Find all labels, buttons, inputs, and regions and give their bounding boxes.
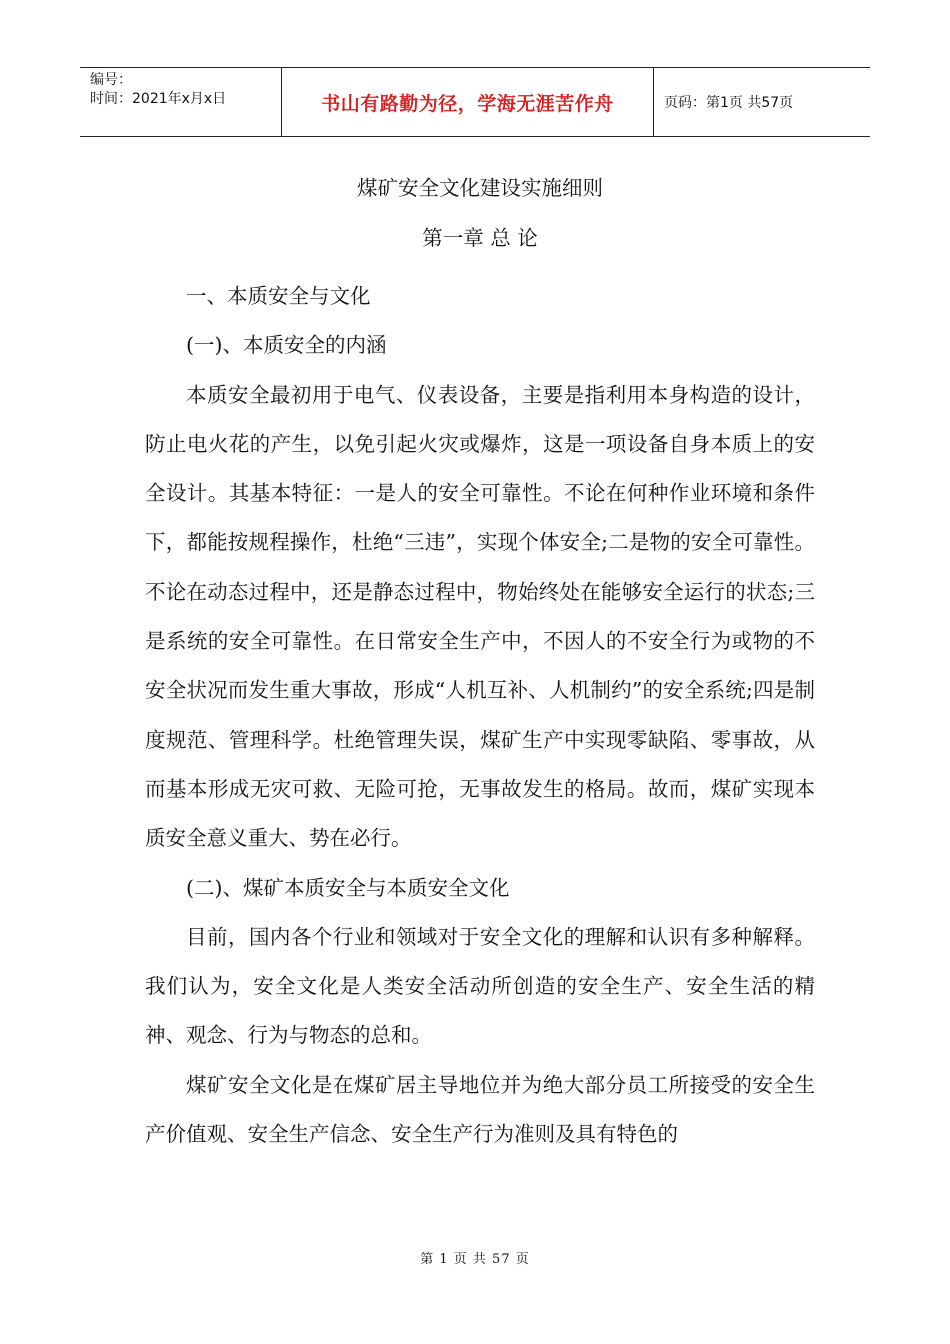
document-title: 煤矿安全文化建设实施细则 <box>357 176 603 200</box>
date-label: 时间：2021年x月x日 <box>90 91 227 107</box>
section-heading: 一、本质安全与文化 <box>186 284 371 308</box>
subsection-heading-2: (二)、煤矿本质安全与本质安全文化 <box>186 875 510 900</box>
motto-text: 书山有路勤为径，学海无涯苦作舟 <box>321 92 614 115</box>
document-header <box>80 67 870 137</box>
paragraph-3: 煤矿安全文化是在煤矿居主导地位并为绝大部分员工所接受的安全生产价值观、安全生产信念、安全生产行为准则及具有特色的 <box>145 1072 815 1147</box>
serial-label: 编号： <box>90 72 132 88</box>
header-motto-cell <box>281 68 654 136</box>
document-body <box>145 164 815 1159</box>
paragraph-2: 目前，国内各个行业和领域对于安全文化的理解和认识有多种解释。我们认为，安全文化是人类安全活动所创造的安全生产、安全生活的精神、观念、行为与物态的总和。 <box>145 924 815 1048</box>
page-footer: 第 1 页 共 57 页 <box>420 1252 530 1267</box>
header-page-info: 页码：第1页 共57页 <box>664 95 794 111</box>
paragraph-1: 本质安全最初用于电气、仪表设备，主要是指利用本身构造的设计，防止电火花的产生，以免引起火灾或爆炸，这是一项设备自身本质上的安全设计。其基本特征：一是人的安全可靠性。不论在何种作业环境和条件下，都能按规程操作，杜绝“三违”，实现个体安全;二是物的安全可靠性。不论在动态过程中，还是静态过程中，物始终处在能够安全运行的状态;三是系统的安全可靠性。在日常安全生产中，不因人的不安全行为或物的不安全状况而发生重大事故，形成“人机互补、人机制约”的安全系统;四是制度规范、管理科学。杜绝管理失误，煤矿生产中实现零缺陷、零事故，从而基本形成无灾可救、无险可抢，无事故发生的格局。故而，煤矿实现本质安全意义重大、势在必行。 <box>145 382 815 851</box>
subsection-heading-1: (一)、本质安全的内涵 <box>186 333 387 358</box>
chapter-heading: 第一章 总 论 <box>422 226 538 250</box>
header-meta <box>80 68 281 136</box>
